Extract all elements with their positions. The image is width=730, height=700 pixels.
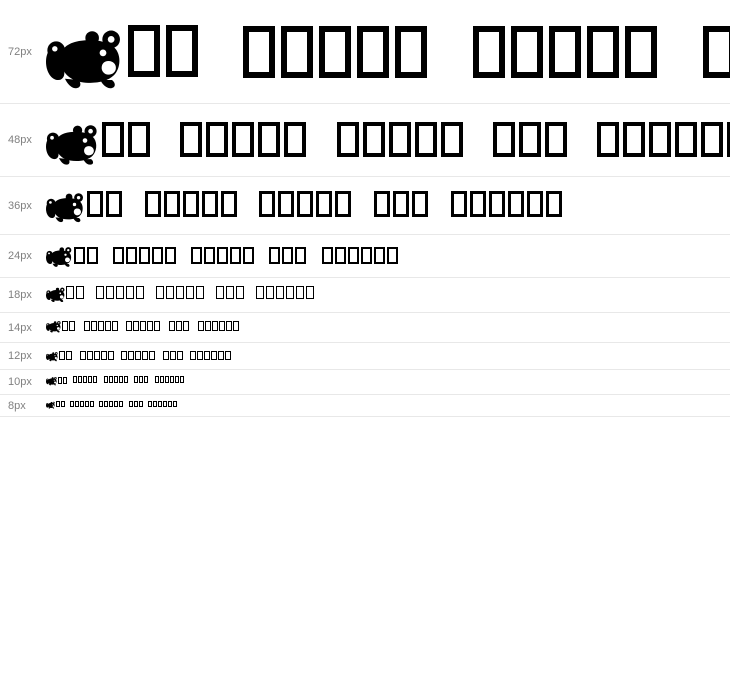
missing-glyph-box [204, 351, 210, 360]
sample-word [46, 187, 125, 225]
sample-word [191, 244, 256, 269]
sample-word [46, 116, 154, 167]
missing-glyph-box [119, 376, 123, 383]
missing-glyph-box [126, 247, 137, 264]
missing-glyph-box [166, 286, 174, 299]
missing-glyph-box [99, 401, 103, 407]
missing-glyph-box [623, 122, 645, 157]
missing-glyph-box [105, 321, 111, 331]
sample-word [113, 244, 178, 269]
missing-glyph-box [316, 191, 332, 217]
missing-glyph-box [121, 351, 127, 360]
font-size-label: 14px [8, 321, 32, 334]
missing-glyph-box [269, 247, 280, 264]
font-size-label: 72px [8, 45, 32, 58]
missing-glyph-box [258, 122, 280, 157]
missing-glyph-box [389, 122, 411, 157]
missing-glyph-box [387, 247, 398, 264]
sample-word [269, 244, 308, 269]
sample-word [46, 244, 100, 269]
missing-glyph-box [169, 321, 175, 331]
missing-glyph-box [226, 321, 232, 331]
missing-glyph-box [233, 321, 239, 331]
koala-bear-glyph-icon [46, 245, 72, 268]
missing-glyph-box [281, 26, 313, 78]
missing-glyph-box [348, 247, 359, 264]
missing-glyph-box [173, 401, 177, 407]
preview-row [0, 278, 730, 313]
font-sample-text [46, 320, 730, 335]
sample-word [121, 350, 156, 363]
missing-glyph-box [109, 376, 113, 383]
missing-glyph-box [166, 25, 198, 77]
missing-glyph-box [104, 401, 108, 407]
missing-glyph-box [126, 286, 134, 299]
missing-glyph-box [134, 401, 138, 407]
missing-glyph-box [113, 247, 124, 264]
missing-glyph-box [286, 286, 294, 299]
font-size-label: 18px [8, 289, 32, 301]
missing-glyph-box [170, 376, 174, 383]
sample-word [597, 116, 730, 166]
missing-glyph-box [104, 376, 108, 383]
missing-glyph-box [196, 286, 204, 299]
missing-glyph-box [374, 191, 390, 217]
missing-glyph-box [335, 191, 351, 217]
missing-glyph-box [153, 401, 157, 407]
sample-word [703, 16, 730, 92]
missing-glyph-box [136, 286, 144, 299]
missing-glyph-box [296, 286, 304, 299]
missing-glyph-box [168, 401, 172, 407]
missing-glyph-box [319, 26, 351, 78]
missing-glyph-box [473, 26, 505, 78]
missing-glyph-box [226, 286, 234, 299]
font-sample-text [46, 243, 730, 269]
missing-glyph-box [112, 321, 118, 331]
missing-glyph-box [415, 122, 437, 157]
missing-glyph-box [164, 191, 180, 217]
koala-bear-glyph-icon [46, 286, 65, 303]
missing-glyph-box [177, 351, 183, 360]
missing-glyph-box [217, 247, 228, 264]
missing-glyph-box [511, 26, 543, 78]
missing-glyph-box [412, 191, 428, 217]
missing-glyph-box [204, 247, 215, 264]
missing-glyph-box [546, 191, 562, 217]
missing-glyph-box [88, 376, 92, 383]
missing-glyph-box [451, 191, 467, 217]
sample-word [46, 401, 66, 410]
missing-glyph-box [703, 26, 730, 78]
missing-glyph-box [83, 376, 87, 383]
font-size-label: 12px [8, 350, 32, 362]
missing-glyph-box [128, 122, 150, 157]
missing-glyph-box [186, 286, 194, 299]
missing-glyph-box [225, 351, 231, 360]
missing-glyph-box [202, 191, 218, 217]
missing-glyph-box [96, 286, 104, 299]
koala-bear-glyph-icon [46, 320, 61, 333]
missing-glyph-box [395, 26, 427, 78]
sample-word [46, 350, 73, 363]
missing-glyph-box [147, 321, 153, 331]
missing-glyph-box [219, 321, 225, 331]
missing-glyph-box [76, 286, 84, 299]
missing-glyph-box [357, 26, 389, 78]
sample-word [374, 187, 431, 225]
missing-glyph-box [545, 122, 567, 157]
sample-word [451, 187, 565, 225]
missing-glyph-box [56, 401, 60, 407]
font-size-label: 10px [8, 376, 32, 388]
sample-word [473, 16, 663, 92]
missing-glyph-box [87, 191, 103, 217]
missing-glyph-box [197, 351, 203, 360]
missing-glyph-box [109, 401, 113, 407]
missing-glyph-box [106, 286, 114, 299]
missing-glyph-box [98, 321, 104, 331]
missing-glyph-box [140, 321, 146, 331]
missing-glyph-box [625, 26, 657, 78]
missing-glyph-box [126, 321, 132, 331]
sample-word [134, 376, 149, 387]
missing-glyph-box [91, 321, 97, 331]
missing-glyph-box [527, 191, 543, 217]
missing-glyph-box [108, 351, 114, 360]
missing-glyph-box [549, 26, 581, 78]
missing-glyph-box [259, 191, 275, 217]
missing-glyph-box [114, 401, 118, 407]
font-size-label: 36px [8, 199, 32, 212]
missing-glyph-box [322, 247, 333, 264]
sample-word [96, 285, 146, 304]
missing-glyph-box [160, 376, 164, 383]
sample-word [145, 187, 240, 225]
font-sample-text [46, 376, 730, 388]
missing-glyph-box [74, 247, 85, 264]
missing-glyph-box [519, 122, 541, 157]
missing-glyph-box [133, 321, 139, 331]
missing-glyph-box [163, 351, 169, 360]
missing-glyph-box [152, 247, 163, 264]
font-size-label: 48px [8, 134, 32, 146]
missing-glyph-box [211, 351, 217, 360]
missing-glyph-box [218, 351, 224, 360]
missing-glyph-box [284, 122, 306, 157]
sample-word [156, 285, 206, 304]
missing-glyph-box [128, 351, 134, 360]
missing-glyph-box [165, 376, 169, 383]
missing-glyph-box [84, 321, 90, 331]
missing-glyph-box [297, 191, 313, 217]
font-sample-text [46, 113, 730, 167]
sample-word [198, 320, 240, 335]
missing-glyph-box [59, 351, 65, 360]
missing-glyph-box [165, 247, 176, 264]
missing-glyph-box [116, 286, 124, 299]
missing-glyph-box [180, 376, 184, 383]
missing-glyph-box [62, 321, 68, 331]
missing-glyph-box [139, 376, 143, 383]
sample-word [180, 116, 310, 166]
missing-glyph-box [155, 376, 159, 383]
missing-glyph-box [374, 247, 385, 264]
missing-glyph-box [441, 122, 463, 157]
sample-word [126, 320, 161, 335]
missing-glyph-box [295, 247, 306, 264]
missing-glyph-box [90, 401, 94, 407]
missing-glyph-box [148, 401, 152, 407]
missing-glyph-box [212, 321, 218, 331]
sample-word [104, 376, 129, 387]
missing-glyph-box [78, 376, 82, 383]
sample-word [337, 116, 467, 166]
missing-glyph-box [119, 401, 123, 407]
missing-glyph-box [198, 321, 204, 331]
sample-word [163, 350, 184, 363]
missing-glyph-box [649, 122, 671, 157]
missing-glyph-box [135, 351, 141, 360]
koala-bear-glyph-icon [46, 401, 55, 409]
missing-glyph-box [489, 191, 505, 217]
preview-row [0, 395, 730, 417]
missing-glyph-box [361, 247, 372, 264]
missing-glyph-box [154, 321, 160, 331]
sample-word [169, 320, 190, 335]
sample-word [190, 350, 232, 363]
missing-glyph-box [243, 26, 275, 78]
missing-glyph-box [230, 247, 241, 264]
missing-glyph-box [587, 26, 619, 78]
sample-word [493, 116, 571, 166]
sample-word [256, 285, 316, 304]
sample-word [155, 376, 185, 387]
missing-glyph-box [276, 286, 284, 299]
sample-word [46, 320, 76, 335]
missing-glyph-box [102, 122, 124, 157]
missing-glyph-box [66, 286, 74, 299]
missing-glyph-box [170, 351, 176, 360]
missing-glyph-box [128, 25, 160, 77]
missing-glyph-box [80, 351, 86, 360]
missing-glyph-box [508, 191, 524, 217]
page-blank-area [0, 417, 730, 672]
font-sample-text [46, 186, 730, 225]
missing-glyph-box [675, 122, 697, 157]
missing-glyph-box [87, 247, 98, 264]
missing-glyph-box [163, 401, 167, 407]
missing-glyph-box [221, 191, 237, 217]
missing-glyph-box [75, 401, 79, 407]
preview-row [0, 235, 730, 278]
missing-glyph-box [156, 286, 164, 299]
missing-glyph-box [85, 401, 89, 407]
sample-word [259, 187, 354, 225]
koala-bear-glyph-icon [46, 190, 84, 224]
missing-glyph-box [206, 122, 228, 157]
missing-glyph-box [180, 122, 202, 157]
font-size-label: 24px [8, 250, 32, 262]
missing-glyph-box [232, 122, 254, 157]
sample-word [46, 285, 86, 304]
missing-glyph-box [70, 401, 74, 407]
preview-row [0, 343, 730, 370]
missing-glyph-box [66, 351, 72, 360]
missing-glyph-box [94, 351, 100, 360]
missing-glyph-box [183, 321, 189, 331]
font-size-label: 8px [8, 399, 26, 412]
missing-glyph-box [701, 122, 723, 157]
sample-word [46, 15, 204, 91]
missing-glyph-box [493, 122, 515, 157]
missing-glyph-box [363, 122, 385, 157]
missing-glyph-box [134, 376, 138, 383]
sample-word [80, 350, 115, 363]
sample-word [243, 16, 433, 92]
missing-glyph-box [278, 191, 294, 217]
missing-glyph-box [470, 191, 486, 217]
missing-glyph-box [58, 377, 62, 384]
sample-word [73, 376, 98, 387]
sample-word [322, 244, 400, 269]
missing-glyph-box [183, 191, 199, 217]
missing-glyph-box [101, 351, 107, 360]
sample-word [70, 401, 95, 409]
missing-glyph-box [176, 286, 184, 299]
missing-glyph-box [266, 286, 274, 299]
missing-glyph-box [61, 401, 65, 407]
missing-glyph-box [145, 191, 161, 217]
missing-glyph-box [106, 191, 122, 217]
missing-glyph-box [93, 376, 97, 383]
koala-bear-glyph-icon [46, 121, 98, 167]
sample-word [46, 376, 68, 388]
sample-word [129, 401, 144, 409]
missing-glyph-box [73, 376, 77, 383]
preview-row [0, 0, 730, 104]
preview-row [0, 177, 730, 235]
missing-glyph-box [149, 351, 155, 360]
missing-glyph-box [236, 286, 244, 299]
missing-glyph-box [139, 401, 143, 407]
missing-glyph-box [306, 286, 314, 299]
preview-row [0, 370, 730, 395]
font-sample-text [46, 11, 730, 92]
missing-glyph-box [191, 247, 202, 264]
missing-glyph-box [335, 247, 346, 264]
missing-glyph-box [144, 376, 148, 383]
missing-glyph-box [80, 401, 84, 407]
sample-word [148, 401, 178, 409]
sample-word [84, 320, 119, 335]
missing-glyph-box [256, 286, 264, 299]
missing-glyph-box [190, 351, 196, 360]
sample-word [216, 285, 246, 304]
missing-glyph-box [114, 376, 118, 383]
sample-word [99, 401, 124, 409]
missing-glyph-box [205, 321, 211, 331]
font-sample-text [46, 401, 730, 410]
missing-glyph-box [597, 122, 619, 157]
missing-glyph-box [69, 321, 75, 331]
preview-row [0, 104, 730, 177]
preview-row [0, 313, 730, 343]
missing-glyph-box [243, 247, 254, 264]
missing-glyph-box [87, 351, 93, 360]
missing-glyph-box [393, 191, 409, 217]
missing-glyph-box [282, 247, 293, 264]
missing-glyph-box [158, 401, 162, 407]
koala-bear-glyph-icon [46, 24, 122, 92]
koala-bear-glyph-icon [46, 351, 58, 362]
missing-glyph-box [124, 376, 128, 383]
missing-glyph-box [216, 286, 224, 299]
missing-glyph-box [175, 376, 179, 383]
missing-glyph-box [63, 377, 67, 384]
missing-glyph-box [176, 321, 182, 331]
missing-glyph-box [129, 401, 133, 407]
missing-glyph-box [337, 122, 359, 157]
koala-bear-glyph-icon [46, 376, 57, 386]
font-sample-text [46, 350, 730, 363]
missing-glyph-box [139, 247, 150, 264]
font-sample-text [46, 285, 730, 304]
missing-glyph-box [142, 351, 148, 360]
